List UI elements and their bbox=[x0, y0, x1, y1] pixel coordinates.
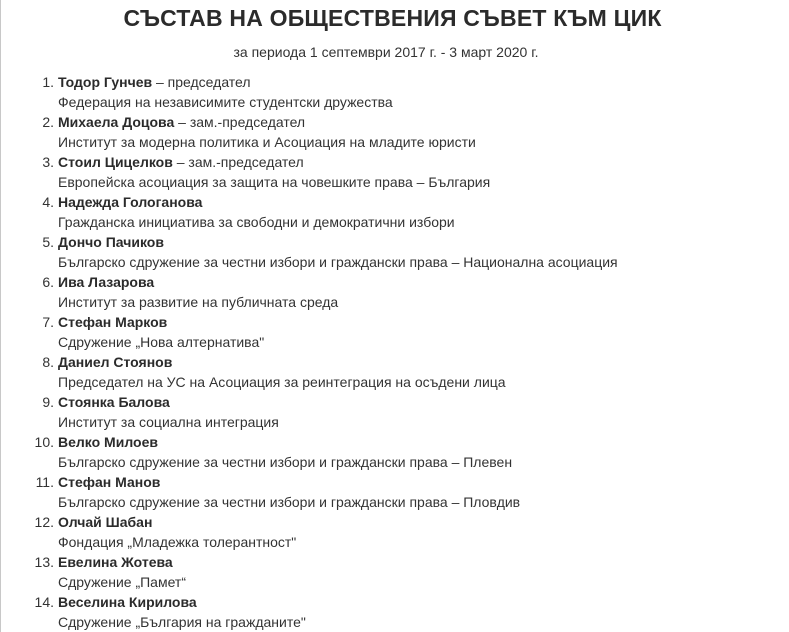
member-role: – председател bbox=[152, 74, 251, 90]
member-number: 13. bbox=[34, 554, 54, 570]
member-organization: Българско сдружение за честни избори и граждански права – Национална асоциация bbox=[58, 254, 618, 270]
page-subtitle: за периода 1 септември 2017 г. - 3 март 2020 г. bbox=[233, 44, 539, 60]
member-organization: Институт за развитие на публичната среда bbox=[58, 294, 339, 310]
member-name: Стефан Манов bbox=[58, 474, 161, 490]
member-name: Михаела Доцова bbox=[58, 114, 175, 130]
member-role: – зам.-председател bbox=[174, 114, 306, 130]
member-name: Даниел Стоянов bbox=[58, 354, 173, 370]
member-organization: Европейска асоциация за защита на човешките права – България bbox=[58, 174, 491, 190]
member-name: Олчай Шабан bbox=[58, 514, 153, 530]
member-organization: Федерация на независимите студентски дружества bbox=[58, 94, 393, 110]
member-organization: Сдружение „Нова алтернатива" bbox=[58, 334, 265, 350]
member-number: 9. bbox=[42, 394, 54, 410]
member-number: 3. bbox=[42, 154, 54, 170]
page-title: СЪСТАВ НА ОБЩЕСТВЕНИЯ СЪВЕТ КЪМ ЦИК bbox=[123, 5, 662, 31]
member-organization: Институт за модерна политика и Асоциация на младите юристи bbox=[58, 134, 476, 150]
member-number: 14. bbox=[34, 594, 54, 610]
member-name: Дончо Пачиков bbox=[58, 234, 164, 250]
member-number: 11. bbox=[35, 474, 54, 490]
member-name: Стоянка Балова bbox=[58, 394, 170, 410]
member-organization: Сдружение „България на гражданите" bbox=[58, 614, 306, 630]
member-number: 2. bbox=[42, 114, 54, 130]
member-name: Веселина Кирилова bbox=[58, 594, 197, 610]
member-number: 10. bbox=[34, 434, 54, 450]
member-organization: Институт за социална интеграция bbox=[58, 414, 279, 430]
member-name: Евелина Жотева bbox=[58, 554, 173, 570]
member-number: 4. bbox=[42, 194, 54, 210]
member-organization: Българско сдружение за честни избори и граждански права – Пловдив bbox=[58, 494, 521, 510]
member-number: 7. bbox=[42, 314, 54, 330]
member-organization: Българско сдружение за честни избори и граждански права – Плевен bbox=[58, 454, 513, 470]
member-number: 6. bbox=[42, 274, 54, 290]
member-number: 5. bbox=[42, 234, 54, 250]
member-name: Ива Лазарова bbox=[58, 274, 155, 290]
member-number: 8. bbox=[42, 354, 54, 370]
member-name: Стефан Марков bbox=[58, 314, 168, 330]
member-organization: Фондация „Младежка толерантност" bbox=[58, 534, 297, 550]
member-role: – зам.-председател bbox=[172, 154, 304, 170]
member-number: 1. bbox=[42, 74, 54, 90]
member-organization: Сдружение „Памет“ bbox=[58, 574, 186, 590]
member-name: Тодор Гунчев bbox=[58, 74, 153, 90]
member-organization: Председател на УС на Асоциация за реинтеграция на осъдени лица bbox=[58, 374, 506, 390]
member-name: Надежда Гологанова bbox=[58, 194, 203, 210]
member-organization: Гражданска инициатива за свободни и демократични избори bbox=[58, 214, 455, 230]
member-name: Велко Милоев bbox=[58, 434, 158, 450]
member-name: Стоил Цицелков bbox=[58, 154, 173, 170]
member-number: 12. bbox=[34, 514, 54, 530]
